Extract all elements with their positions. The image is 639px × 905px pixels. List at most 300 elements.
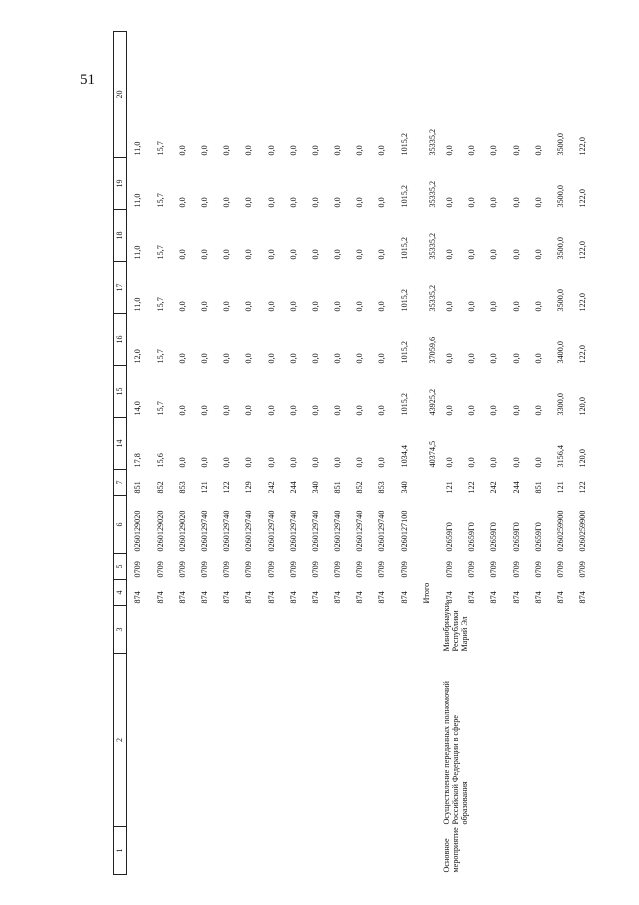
col-header-1: 1: [114, 827, 127, 875]
cell-col2: [194, 654, 216, 827]
cell-c16: 12,0: [133, 349, 143, 364]
cell-c16: 0,0: [222, 353, 232, 364]
cell-col3: [393, 606, 415, 654]
cell-c4: 874: [199, 591, 209, 604]
table-row: [393, 32, 415, 875]
cell-c14: 0,0: [355, 457, 365, 468]
cell-c14: 3156,4: [555, 444, 565, 468]
cell-c5: 0709: [533, 561, 543, 578]
cell-c16: 0,0: [266, 353, 276, 364]
cell-c7: 122: [578, 481, 588, 494]
cell-c18: 0,0: [511, 249, 521, 260]
cell-c7: 122: [222, 481, 232, 494]
cell-c14: 0,0: [445, 457, 454, 468]
cell-c7: 340: [310, 481, 320, 494]
cell-c15: 3300,0: [555, 392, 565, 416]
cell-c4: 874: [222, 591, 232, 604]
cell-c15: 0,0: [377, 405, 387, 416]
cell-c16: 0,0: [244, 353, 254, 364]
cell-c20: 0,0: [511, 145, 521, 156]
cell-c4: 874: [377, 591, 387, 604]
cell-c6: 0260129740: [288, 510, 298, 552]
cell-c6: 0260129740: [377, 510, 387, 552]
cell-c18: 0,0: [288, 249, 298, 260]
column-number-header: [114, 32, 127, 875]
cell-c19: 0,0: [266, 197, 276, 208]
cell-c20: 122,0: [578, 137, 588, 156]
cell-col2: [238, 654, 260, 827]
cell-c15: 0,0: [177, 405, 187, 416]
cell-c19: 0,0: [288, 197, 298, 208]
cell-c15: 0,0: [333, 405, 343, 416]
cell-c16: 3400,0: [555, 340, 565, 364]
cell-c4: 874: [333, 591, 343, 604]
cell-c19: 0,0: [489, 197, 499, 208]
cell-c18: 1015,2: [399, 236, 409, 260]
cell-c17: 0,0: [199, 301, 209, 312]
cell-c6: 0260129020: [133, 510, 143, 552]
total-c14: 40374,5: [428, 440, 438, 468]
cell-col2: [415, 654, 438, 827]
cell-c18: 11,0: [133, 245, 143, 260]
cell-c15: 0,0: [199, 405, 209, 416]
cell-c14: 0,0: [244, 457, 254, 468]
cell-c5: 0709: [222, 561, 232, 578]
cell-c4: 874: [555, 591, 565, 604]
cell-col3: [238, 606, 260, 654]
cell-c18: 0,0: [533, 249, 543, 260]
cell-c18: 0,0: [489, 249, 499, 260]
cell-c5: 0709: [355, 561, 365, 578]
cell-c7: 121: [445, 481, 454, 494]
cell-col2: [371, 654, 393, 827]
cell-c4: 874: [489, 591, 499, 604]
col-header-4: 4: [114, 580, 127, 606]
cell-col3: [260, 606, 282, 654]
cell-col3: [305, 606, 327, 654]
cell-c6: 02659Г0: [467, 522, 477, 552]
table-row: [260, 32, 282, 875]
cell-col2: [127, 654, 150, 827]
cell-c17: 0,0: [288, 301, 298, 312]
cell-c18: 0,0: [177, 249, 187, 260]
cell-c16: 0,0: [467, 353, 477, 364]
cell-c5: 0709: [489, 561, 499, 578]
cell-col2: [149, 654, 171, 827]
cell-c4: 874: [266, 591, 276, 604]
cell-c16: 0,0: [489, 353, 499, 364]
cell-c4: 874: [533, 591, 543, 604]
cell-c4: 874: [288, 591, 298, 604]
cell-col2: [282, 654, 304, 827]
cell-c4: 874: [355, 591, 365, 604]
cell-c15: 15,7: [155, 401, 165, 416]
cell-c19: 0,0: [511, 197, 521, 208]
cell-c4: 874: [244, 591, 254, 604]
cell-c20: 0,0: [222, 145, 232, 156]
col-header-7: 7: [114, 470, 127, 496]
cell-c5: 0709: [155, 561, 165, 578]
total-c19: 35335,2: [428, 180, 438, 208]
cell-c20: 0,0: [244, 145, 254, 156]
cell-c14: 0,0: [288, 457, 298, 468]
section-executor: Минобрнауки Республики Марий Эл: [441, 603, 470, 652]
cell-c7: 852: [355, 481, 365, 494]
cell-c20: 0,0: [199, 145, 209, 156]
cell-col2: [171, 654, 193, 827]
cell-c6: 0260129740: [266, 510, 276, 552]
cell-c19: 0,0: [333, 197, 343, 208]
cell-c17: 0,0: [445, 301, 454, 312]
cell-c20: 0,0: [355, 145, 365, 156]
cell-c17: 0,0: [310, 301, 320, 312]
cell-c15: 0,0: [288, 405, 298, 416]
cell-c7: 242: [489, 481, 499, 494]
budget-table: [113, 31, 594, 875]
cell-c6: 0260129740: [199, 510, 209, 552]
table-row: [238, 32, 260, 875]
cell-col2: [327, 654, 349, 827]
cell-c20: 0,0: [177, 145, 187, 156]
cell-col3: [127, 606, 150, 654]
cell-c16: 15,7: [155, 349, 165, 364]
cell-c17: 0,0: [511, 301, 521, 312]
cell-c5: 0709: [266, 561, 276, 578]
cell-c4: 874: [511, 591, 521, 604]
table-row: [305, 32, 327, 875]
total-label: Итого: [422, 582, 432, 604]
table-row: [327, 32, 349, 875]
cell-c14: 1034,4: [399, 444, 409, 468]
cell-c19: 0,0: [445, 197, 454, 208]
table-rotator: [113, 80, 632, 875]
cell-col3: [194, 606, 216, 654]
cell-c19: 1015,2: [399, 184, 409, 208]
cell-col1: [371, 827, 393, 875]
cell-c6: 0260129740: [244, 510, 254, 552]
cell-c20: 0,0: [288, 145, 298, 156]
cell-c14: 0,0: [489, 457, 499, 468]
cell-c16: 0,0: [333, 353, 343, 364]
cell-col1: [393, 827, 415, 875]
table-row: [194, 32, 216, 875]
col-header-14: 14: [114, 418, 127, 470]
cell-c18: 0,0: [445, 249, 454, 260]
cell-c7: 853: [177, 481, 187, 494]
cell-c17: 0,0: [377, 301, 387, 312]
cell-c17: 0,0: [467, 301, 477, 312]
cell-c5: 0709: [377, 561, 387, 578]
cell-c5: 0709: [445, 561, 454, 578]
cell-c18: 0,0: [222, 249, 232, 260]
cell-c20: 0,0: [533, 145, 543, 156]
cell-c6: 02659Г0: [533, 522, 543, 552]
table-row: [216, 32, 238, 875]
cell-col1: [238, 827, 260, 875]
cell-c17: 0,0: [244, 301, 254, 312]
cell-c20: 1015,2: [399, 132, 409, 156]
cell-c5: 0709: [288, 561, 298, 578]
cell-c5: 0709: [133, 561, 143, 578]
cell-c17: 0,0: [533, 301, 543, 312]
cell-col2: [349, 654, 371, 827]
cell-c14: 0,0: [310, 457, 320, 468]
cell-c7: 242: [266, 481, 276, 494]
cell-c19: 0,0: [533, 197, 543, 208]
page-number: 51: [80, 72, 95, 88]
col-header-17: 17: [114, 262, 127, 314]
col-header-5: 5: [114, 554, 127, 580]
cell-c16: 0,0: [177, 353, 187, 364]
col-header-16: 16: [114, 314, 127, 366]
cell-c18: 0,0: [467, 249, 477, 260]
cell-c20: 0,0: [333, 145, 343, 156]
cell-c14: 0,0: [467, 457, 477, 468]
table-row: [171, 32, 193, 875]
cell-c7: 852: [155, 481, 165, 494]
cell-c7: 122: [467, 481, 477, 494]
cell-c15: 0,0: [244, 405, 254, 416]
cell-col1: [260, 827, 282, 875]
cell-c7: 121: [555, 481, 565, 494]
cell-c16: 0,0: [445, 353, 454, 364]
cell-c20: 0,0: [489, 145, 499, 156]
cell-c18: 0,0: [333, 249, 343, 260]
cell-c19: 0,0: [355, 197, 365, 208]
cell-c18: 0,0: [266, 249, 276, 260]
total-c16: 37059,6: [428, 336, 438, 364]
cell-c20: 0,0: [467, 145, 477, 156]
cell-c7: 340: [399, 481, 409, 494]
cell-col3: [415, 606, 438, 654]
cell-c20: 0,0: [266, 145, 276, 156]
cell-c6: 0260259900: [578, 510, 588, 552]
cell-c19: 11,0: [133, 193, 143, 208]
cell-c19: 3500,0: [555, 184, 565, 208]
cell-c15: 0,0: [511, 405, 521, 416]
cell-c14: 0,0: [533, 457, 543, 468]
table-row: [149, 32, 171, 875]
table-row: [349, 32, 371, 875]
cell-c14: 0,0: [177, 457, 187, 468]
cell-c17: 0,0: [489, 301, 499, 312]
col-header-20: 20: [114, 32, 127, 158]
cell-c15: 0,0: [310, 405, 320, 416]
col-header-3: 3: [114, 606, 127, 654]
col-header-6: 6: [114, 496, 127, 554]
cell-c17: 0,0: [333, 301, 343, 312]
table-row: [282, 32, 304, 875]
cell-c20: 0,0: [377, 145, 387, 156]
cell-c16: 122,0: [578, 345, 588, 364]
cell-c14: 17,8: [133, 453, 143, 468]
cell-c5: 0709: [333, 561, 343, 578]
cell-col2: [305, 654, 327, 827]
cell-c15: 14,0: [133, 401, 143, 416]
cell-c7: 853: [377, 481, 387, 494]
cell-c6: 02659Г0: [511, 522, 521, 552]
cell-c4: 874: [310, 591, 320, 604]
cell-col1: [349, 827, 371, 875]
cell-c14: 15,6: [155, 453, 165, 468]
col-header-19: 19: [114, 158, 127, 210]
cell-c15: 120,0: [578, 397, 588, 416]
cell-c15: 0,0: [467, 405, 477, 416]
cell-col3: [349, 606, 371, 654]
cell-c17: 0,0: [266, 301, 276, 312]
cell-c17: 1015,2: [399, 288, 409, 312]
cell-c5: 0709: [511, 561, 521, 578]
cell-c5: 0709: [399, 561, 409, 578]
cell-c20: 0,0: [310, 145, 320, 156]
cell-col3: [216, 606, 238, 654]
cell-c20: 11,0: [133, 141, 143, 156]
cell-c15: 0,0: [355, 405, 365, 416]
cell-c7: 121: [199, 481, 209, 494]
cell-c15: 0,0: [222, 405, 232, 416]
cell-c17: 3500,0: [555, 288, 565, 312]
cell-c17: 0,0: [222, 301, 232, 312]
cell-c5: 0709: [244, 561, 254, 578]
cell-c16: 0,0: [288, 353, 298, 364]
cell-c15: 0,0: [445, 405, 454, 416]
cell-c7: 244: [511, 481, 521, 494]
cell-c18: 15,7: [155, 245, 165, 260]
cell-c17: 0,0: [177, 301, 187, 312]
cell-c14: 120,0: [578, 449, 588, 468]
cell-c14: 0,0: [199, 457, 209, 468]
cell-col3: [371, 606, 393, 654]
table-row: [371, 32, 393, 875]
cell-c5: [415, 554, 438, 580]
cell-c18: 122,0: [578, 241, 588, 260]
cell-c16: 0,0: [377, 353, 387, 364]
cell-c18: 0,0: [355, 249, 365, 260]
cell-c6: 0260129740: [222, 510, 232, 552]
cell-c18: 3500,0: [555, 236, 565, 260]
cell-c18: 0,0: [199, 249, 209, 260]
table-row: [127, 32, 150, 875]
cell-c6: 0260129740: [310, 510, 320, 552]
cell-c5: 0709: [467, 561, 477, 578]
cell-col2: [260, 654, 282, 827]
cell-c14: 0,0: [377, 457, 387, 468]
cell-c20: 3500,0: [555, 132, 565, 156]
cell-col1: [127, 827, 150, 875]
cell-c7: 244: [288, 481, 298, 494]
cell-c4: 874: [445, 591, 454, 604]
cell-c19: 0,0: [377, 197, 387, 208]
cell-col3: [149, 606, 171, 654]
cell-c4: 874: [133, 591, 143, 604]
cell-col1: [305, 827, 327, 875]
total-c18: 35335,2: [428, 232, 438, 260]
cell-c6: 02659Г0: [489, 522, 499, 552]
cell-col3: [327, 606, 349, 654]
cell-c19: 0,0: [222, 197, 232, 208]
cell-c4: 874: [155, 591, 165, 604]
cell-c19: 0,0: [244, 197, 254, 208]
col-header-18: 18: [114, 210, 127, 262]
cell-c7: 851: [533, 481, 543, 494]
table-row: [439, 32, 461, 875]
cell-c5: 0709: [199, 561, 209, 578]
cell-c6: 0260127100: [399, 510, 409, 552]
cell-c15: 1015,2: [399, 392, 409, 416]
cell-c17: 11,0: [133, 297, 143, 312]
cell-c20: 0,0: [445, 145, 454, 156]
cell-c19: 0,0: [310, 197, 320, 208]
cell-c7: 851: [333, 481, 343, 494]
cell-c6: 0260129020: [177, 510, 187, 552]
section-description: Осуществление переданных полномочий Российской Федерации в сфере образования: [441, 681, 470, 825]
cell-c16: 0,0: [533, 353, 543, 364]
cell-c16: 1015,2: [399, 340, 409, 364]
cell-c16: 0,0: [355, 353, 365, 364]
cell-c19: 0,0: [467, 197, 477, 208]
cell-c18: 0,0: [377, 249, 387, 260]
cell-c7: 851: [133, 481, 143, 494]
cell-c7: 129: [244, 481, 254, 494]
cell-col3: [171, 606, 193, 654]
cell-c7: [415, 470, 438, 496]
col-header-2: 2: [114, 654, 127, 827]
cell-col1: [282, 827, 304, 875]
cell-col1: [194, 827, 216, 875]
cell-col1: [327, 827, 349, 875]
cell-c17: 15,7: [155, 297, 165, 312]
section-type-label: Основное мероприятие: [441, 827, 461, 873]
cell-c14: 0,0: [266, 457, 276, 468]
cell-c16: 0,0: [310, 353, 320, 364]
cell-c18: 0,0: [310, 249, 320, 260]
cell-c4: 874: [578, 591, 588, 604]
col-header-15: 15: [114, 366, 127, 418]
cell-c16: 0,0: [199, 353, 209, 364]
cell-c14: 0,0: [333, 457, 343, 468]
cell-col2: [393, 654, 415, 827]
cell-c14: 0,0: [222, 457, 232, 468]
cell-c15: 0,0: [266, 405, 276, 416]
cell-c4: 874: [177, 591, 187, 604]
cell-c19: 15,7: [155, 193, 165, 208]
cell-c5: 0709: [177, 561, 187, 578]
cell-c4: 874: [399, 591, 409, 604]
cell-c19: 0,0: [199, 197, 209, 208]
cell-c15: 0,0: [489, 405, 499, 416]
cell-c20: 15,7: [155, 141, 165, 156]
cell-c6: [415, 496, 438, 554]
cell-col3: [282, 606, 304, 654]
cell-c6: 0260129740: [355, 510, 365, 552]
cell-c17: 122,0: [578, 293, 588, 312]
cell-c4: 874: [467, 591, 477, 604]
total-row: [415, 32, 438, 875]
cell-col1: [171, 827, 193, 875]
cell-c5: 0709: [555, 561, 565, 578]
cell-c19: 0,0: [177, 197, 187, 208]
cell-c14: 0,0: [511, 457, 521, 468]
cell-c6: 0260129740: [333, 510, 343, 552]
cell-c16: 0,0: [511, 353, 521, 364]
cell-c15: 0,0: [533, 405, 543, 416]
cell-c5: 0709: [310, 561, 320, 578]
cell-c6: 02659Г0: [445, 522, 454, 552]
cell-col1: [149, 827, 171, 875]
total-c20: 35335,2: [428, 128, 438, 156]
cell-c6: 0260259900: [555, 510, 565, 552]
total-c15: 43925,2: [428, 388, 438, 416]
